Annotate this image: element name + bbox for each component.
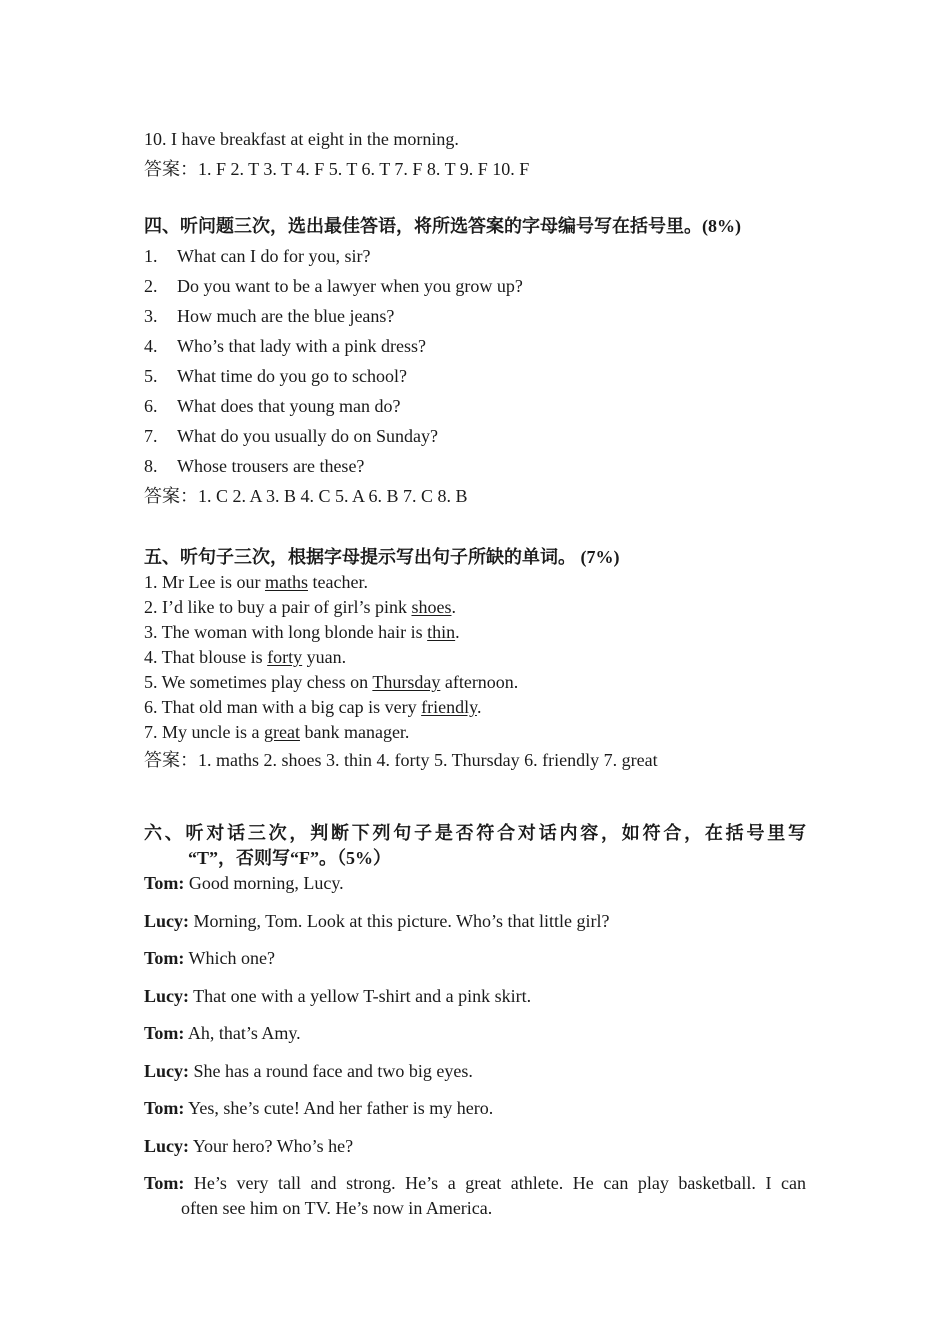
list-item: 4. That blouse is forty yuan. bbox=[144, 647, 347, 667]
speaker-name: Tom: bbox=[144, 948, 185, 968]
answer-label: 答案： bbox=[144, 486, 198, 506]
list-item: 1. Mr Lee is our maths teacher. bbox=[144, 572, 368, 592]
dialogue-line: Lucy: She has a round face and two big eyes. bbox=[144, 1060, 473, 1081]
question-10: 10. I have breakfast at eight in the morning. bbox=[144, 129, 459, 149]
dialogue-line: Tom: He’s very tall and strong. He’s a great athlete. He can play basketball. I can often see him on TV. He’s now in America. bbox=[144, 1173, 806, 1218]
speaker-name: Lucy: bbox=[144, 1060, 189, 1081]
dialogue-line: Lucy: Morning, Tom. Look at this picture. Who’s that little girl? bbox=[144, 910, 610, 931]
filled-word: maths bbox=[264, 572, 308, 592]
list-item: 1. What can I do for you, sir? bbox=[144, 246, 371, 266]
list-item: 3. How much are the blue jeans? bbox=[144, 306, 395, 326]
dialogue-line: Tom: Yes, she’s cute! And her father is my hero. bbox=[144, 1098, 494, 1118]
section5-heading: 五、听句子三次，根据字母提示写出句子所缺的单词。 (7%) bbox=[144, 547, 620, 567]
dialogue-line: Tom: Ah, that’s Amy. bbox=[144, 1023, 301, 1043]
answer-label: 答案： bbox=[144, 750, 198, 770]
dialogue-line: Tom: Good morning, Lucy. bbox=[144, 873, 344, 893]
speaker-name: Lucy: bbox=[144, 985, 189, 1006]
section4-heading: 四、听问题三次，选出最佳答语，将所选答案的字母编号写在括号里。(8%) bbox=[144, 216, 741, 236]
answer-text: 1. maths 2. shoes 3. thin 4. forty 5. Thursday 6. friendly 7. great bbox=[198, 750, 658, 770]
answer-text: 1. F 2. T 3. T 4. F 5. T 6. T 7. F 8. T 9. F 10. F bbox=[198, 159, 530, 179]
section6-heading: 六、听对话三次，判断下列句子是否符合对话内容，如符合，在括号里写 “T”，否则写“F”。（5%） bbox=[144, 823, 806, 868]
section6-dialogue bbox=[144, 871, 806, 1221]
filled-word: Thursday bbox=[372, 672, 441, 692]
dialogue-line: Lucy: That one with a yellow T-shirt and a pink skirt. bbox=[144, 985, 532, 1006]
list-item: 2. I’d like to buy a pair of girl’s pink shoes. bbox=[144, 597, 456, 617]
filled-word: great bbox=[263, 722, 300, 742]
speaker-name: Tom: bbox=[144, 873, 185, 893]
filled-word: friendly bbox=[421, 697, 477, 717]
speaker-name: Lucy: bbox=[144, 910, 189, 931]
list-item: 6. What does that young man do? bbox=[144, 396, 401, 416]
list-item: 2. Do you want to be a lawyer when you grow up? bbox=[144, 276, 523, 296]
answer-line-section3 bbox=[144, 154, 806, 184]
list-item: 7. What do you usually do on Sunday? bbox=[144, 426, 438, 446]
filled-word: shoes bbox=[411, 597, 452, 617]
dialogue-line: Lucy: Your hero? Who’s he? bbox=[144, 1135, 354, 1156]
dialogue-line: Tom: Which one? bbox=[144, 948, 275, 968]
section5-sentences bbox=[144, 570, 806, 745]
list-item: 7. My uncle is a great bank manager. bbox=[144, 722, 410, 742]
filled-word: forty bbox=[267, 647, 303, 667]
list-item: 8. Whose trousers are these? bbox=[144, 456, 365, 476]
speaker-name: Tom: bbox=[144, 1173, 185, 1193]
list-item: 4. Who’s that lady with a pink dress? bbox=[144, 336, 426, 356]
answer-line-section4 bbox=[144, 481, 806, 511]
document-content bbox=[144, 124, 806, 1221]
section4-questions bbox=[144, 241, 806, 481]
answer-line-section5 bbox=[144, 745, 806, 775]
filled-word: thin bbox=[427, 622, 456, 642]
list-item: 5. What time do you go to school? bbox=[144, 366, 407, 386]
speaker-name: Tom: bbox=[144, 1098, 185, 1118]
list-item: 6. That old man with a big cap is very friendly. bbox=[144, 697, 482, 717]
speaker-name: Tom: bbox=[144, 1023, 185, 1043]
list-item: 3. The woman with long blonde hair is thin. bbox=[144, 622, 460, 642]
answer-label: 答案： bbox=[144, 159, 198, 179]
list-item: 5. We sometimes play chess on Thursday afternoon. bbox=[144, 672, 519, 692]
speaker-name: Lucy: bbox=[144, 1135, 189, 1156]
answer-text: 1. C 2. A 3. B 4. C 5. A 6. B 7. C 8. B bbox=[198, 486, 468, 506]
